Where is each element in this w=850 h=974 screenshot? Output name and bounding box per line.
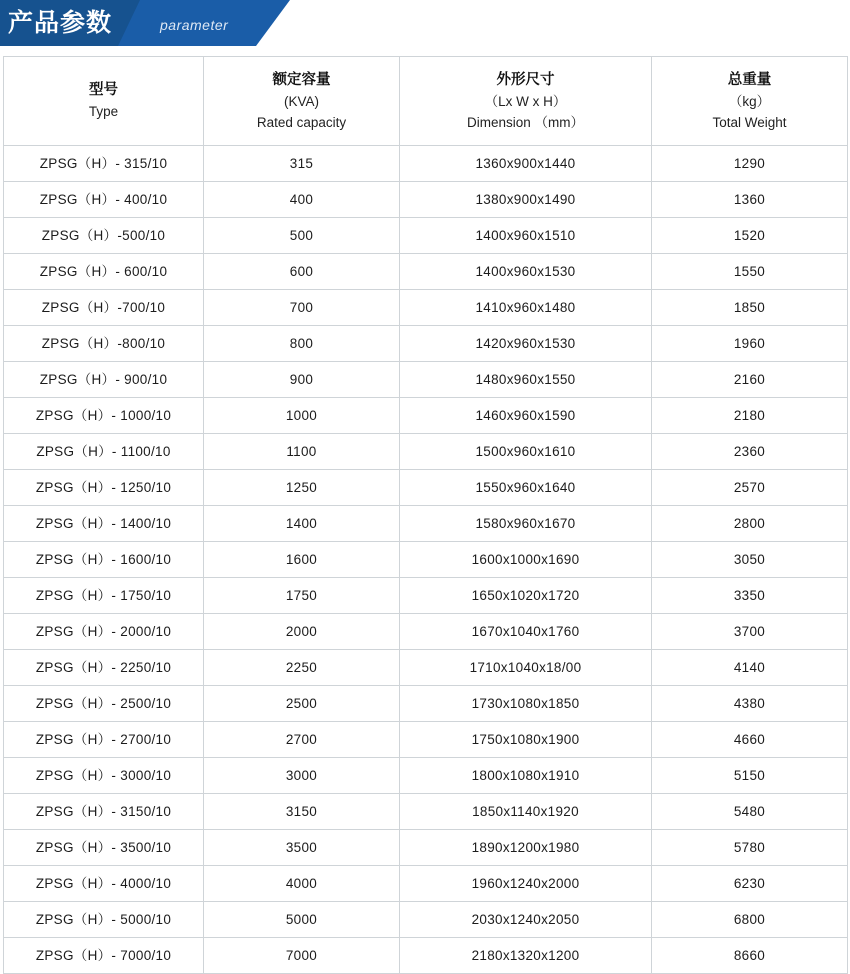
cell-dimension: 1460x960x1590 bbox=[400, 398, 652, 434]
cell-type: ZPSG（H）-800/10 bbox=[4, 326, 204, 362]
spec-table-header bbox=[4, 57, 848, 146]
cell-dimension: 1400x960x1510 bbox=[400, 218, 652, 254]
cell-type: ZPSG（H）- 1750/10 bbox=[4, 578, 204, 614]
cell-weight: 5480 bbox=[652, 794, 848, 830]
cell-type: ZPSG（H）- 315/10 bbox=[4, 146, 204, 182]
cell-weight: 2360 bbox=[652, 434, 848, 470]
table-row bbox=[4, 614, 848, 650]
table-row bbox=[4, 650, 848, 686]
column-header-dimension-cn: 外形尺寸 bbox=[496, 71, 555, 88]
cell-type: ZPSG（H）- 1250/10 bbox=[4, 470, 204, 506]
cell-weight: 3350 bbox=[652, 578, 848, 614]
cell-weight: 3700 bbox=[652, 614, 848, 650]
cell-dimension: 1500x960x1610 bbox=[400, 434, 652, 470]
cell-type: ZPSG（H）- 2250/10 bbox=[4, 650, 204, 686]
cell-dimension: 1710x1040x18/00 bbox=[400, 650, 652, 686]
table-row bbox=[4, 758, 848, 794]
cell-capacity: 900 bbox=[204, 362, 400, 398]
cell-capacity: 3000 bbox=[204, 758, 400, 794]
table-row bbox=[4, 794, 848, 830]
spec-table-container bbox=[0, 56, 850, 974]
cell-weight: 6230 bbox=[652, 866, 848, 902]
table-row bbox=[4, 938, 848, 974]
cell-dimension: 1890x1200x1980 bbox=[400, 830, 652, 866]
cell-type: ZPSG（H）- 3000/10 bbox=[4, 758, 204, 794]
cell-dimension: 1670x1040x1760 bbox=[400, 614, 652, 650]
table-row bbox=[4, 686, 848, 722]
cell-dimension: 1380x900x1490 bbox=[400, 182, 652, 218]
cell-capacity: 1100 bbox=[204, 434, 400, 470]
table-row bbox=[4, 326, 848, 362]
cell-dimension: 1750x1080x1900 bbox=[400, 722, 652, 758]
cell-dimension: 1420x960x1530 bbox=[400, 326, 652, 362]
cell-weight: 2180 bbox=[652, 398, 848, 434]
cell-dimension: 1600x1000x1690 bbox=[400, 542, 652, 578]
cell-dimension: 1580x960x1670 bbox=[400, 506, 652, 542]
cell-type: ZPSG（H）- 1400/10 bbox=[4, 506, 204, 542]
cell-capacity: 700 bbox=[204, 290, 400, 326]
cell-type: ZPSG（H）- 1000/10 bbox=[4, 398, 204, 434]
column-header-type-en: Type bbox=[88, 104, 119, 119]
cell-capacity: 600 bbox=[204, 254, 400, 290]
cell-capacity: 2000 bbox=[204, 614, 400, 650]
cell-weight: 2570 bbox=[652, 470, 848, 506]
cell-type: ZPSG（H）- 2000/10 bbox=[4, 614, 204, 650]
cell-weight: 4140 bbox=[652, 650, 848, 686]
cell-capacity: 1000 bbox=[204, 398, 400, 434]
table-row bbox=[4, 218, 848, 254]
cell-dimension: 1360x900x1440 bbox=[400, 146, 652, 182]
cell-weight: 1850 bbox=[652, 290, 848, 326]
page-title: 产品参数 bbox=[8, 8, 113, 37]
cell-weight: 6800 bbox=[652, 902, 848, 938]
cell-capacity: 4000 bbox=[204, 866, 400, 902]
table-row bbox=[4, 722, 848, 758]
cell-type: ZPSG（H）- 1600/10 bbox=[4, 542, 204, 578]
cell-type: ZPSG（H）- 2700/10 bbox=[4, 722, 204, 758]
table-row bbox=[4, 506, 848, 542]
section-banner bbox=[0, 0, 850, 46]
column-header-dimension-en: Dimension （mm） bbox=[466, 114, 585, 130]
cell-dimension: 1730x1080x1850 bbox=[400, 686, 652, 722]
cell-capacity: 2250 bbox=[204, 650, 400, 686]
cell-capacity: 400 bbox=[204, 182, 400, 218]
cell-capacity: 1750 bbox=[204, 578, 400, 614]
column-header-weight-unit: （kg） bbox=[728, 93, 771, 109]
column-header-dimension-axes: （Lx W x H） bbox=[484, 93, 567, 109]
cell-capacity: 3500 bbox=[204, 830, 400, 866]
table-row bbox=[4, 434, 848, 470]
cell-type: ZPSG（H）- 2500/10 bbox=[4, 686, 204, 722]
cell-capacity: 500 bbox=[204, 218, 400, 254]
table-row bbox=[4, 542, 848, 578]
cell-type: ZPSG（H）- 1100/10 bbox=[4, 434, 204, 470]
cell-type: ZPSG（H）- 3150/10 bbox=[4, 794, 204, 830]
cell-dimension: 1650x1020x1720 bbox=[400, 578, 652, 614]
column-header-capacity-en: Rated capacity bbox=[256, 114, 347, 130]
table-row bbox=[4, 398, 848, 434]
cell-capacity: 3150 bbox=[204, 794, 400, 830]
cell-weight: 1520 bbox=[652, 218, 848, 254]
column-header-capacity-unit: (KVA) bbox=[283, 93, 319, 109]
cell-dimension: 1410x960x1480 bbox=[400, 290, 652, 326]
cell-dimension: 1480x960x1550 bbox=[400, 362, 652, 398]
table-row bbox=[4, 146, 848, 182]
cell-weight: 1290 bbox=[652, 146, 848, 182]
cell-capacity: 5000 bbox=[204, 902, 400, 938]
cell-weight: 5780 bbox=[652, 830, 848, 866]
column-header-type bbox=[4, 57, 204, 146]
column-header-capacity bbox=[204, 57, 400, 146]
cell-type: ZPSG（H）- 5000/10 bbox=[4, 902, 204, 938]
cell-capacity: 7000 bbox=[204, 938, 400, 974]
column-header-weight-cn: 总重量 bbox=[727, 71, 772, 88]
column-header-type-cn: 型号 bbox=[89, 82, 118, 98]
cell-weight: 4380 bbox=[652, 686, 848, 722]
spec-table-body bbox=[4, 146, 848, 974]
cell-capacity: 1600 bbox=[204, 542, 400, 578]
cell-weight: 2800 bbox=[652, 506, 848, 542]
cell-weight: 4660 bbox=[652, 722, 848, 758]
table-row bbox=[4, 902, 848, 938]
cell-dimension: 2180x1320x1200 bbox=[400, 938, 652, 974]
cell-dimension: 1550x960x1640 bbox=[400, 470, 652, 506]
cell-capacity: 2500 bbox=[204, 686, 400, 722]
cell-type: ZPSG（H）- 4000/10 bbox=[4, 866, 204, 902]
cell-type: ZPSG（H）- 3500/10 bbox=[4, 830, 204, 866]
cell-capacity: 800 bbox=[204, 326, 400, 362]
cell-type: ZPSG（H）- 900/10 bbox=[4, 362, 204, 398]
cell-weight: 1360 bbox=[652, 182, 848, 218]
cell-capacity: 1400 bbox=[204, 506, 400, 542]
table-row bbox=[4, 470, 848, 506]
table-row bbox=[4, 182, 848, 218]
table-header-row bbox=[4, 57, 848, 146]
cell-weight: 1960 bbox=[652, 326, 848, 362]
table-row bbox=[4, 290, 848, 326]
column-header-weight bbox=[652, 57, 848, 146]
cell-weight: 8660 bbox=[652, 938, 848, 974]
column-header-capacity-cn: 额定容量 bbox=[272, 71, 331, 88]
cell-capacity: 1250 bbox=[204, 470, 400, 506]
cell-weight: 5150 bbox=[652, 758, 848, 794]
table-row bbox=[4, 362, 848, 398]
cell-dimension: 1800x1080x1910 bbox=[400, 758, 652, 794]
cell-dimension: 2030x1240x2050 bbox=[400, 902, 652, 938]
table-row bbox=[4, 578, 848, 614]
table-row bbox=[4, 866, 848, 902]
cell-dimension: 1850x1140x1920 bbox=[400, 794, 652, 830]
cell-capacity: 315 bbox=[204, 146, 400, 182]
table-row bbox=[4, 830, 848, 866]
cell-dimension: 1960x1240x2000 bbox=[400, 866, 652, 902]
cell-dimension: 1400x960x1530 bbox=[400, 254, 652, 290]
cell-type: ZPSG（H）- 600/10 bbox=[4, 254, 204, 290]
cell-type: ZPSG（H）-500/10 bbox=[4, 218, 204, 254]
cell-type: ZPSG（H）- 400/10 bbox=[4, 182, 204, 218]
cell-type: ZPSG（H）-700/10 bbox=[4, 290, 204, 326]
cell-weight: 3050 bbox=[652, 542, 848, 578]
cell-capacity: 2700 bbox=[204, 722, 400, 758]
spec-table bbox=[3, 56, 848, 974]
cell-weight: 2160 bbox=[652, 362, 848, 398]
page-subtitle: parameter bbox=[160, 17, 229, 33]
cell-type: ZPSG（H）- 7000/10 bbox=[4, 938, 204, 974]
cell-weight: 1550 bbox=[652, 254, 848, 290]
table-row bbox=[4, 254, 848, 290]
column-header-dimension bbox=[400, 57, 652, 146]
column-header-weight-en: Total Weight bbox=[712, 114, 787, 130]
